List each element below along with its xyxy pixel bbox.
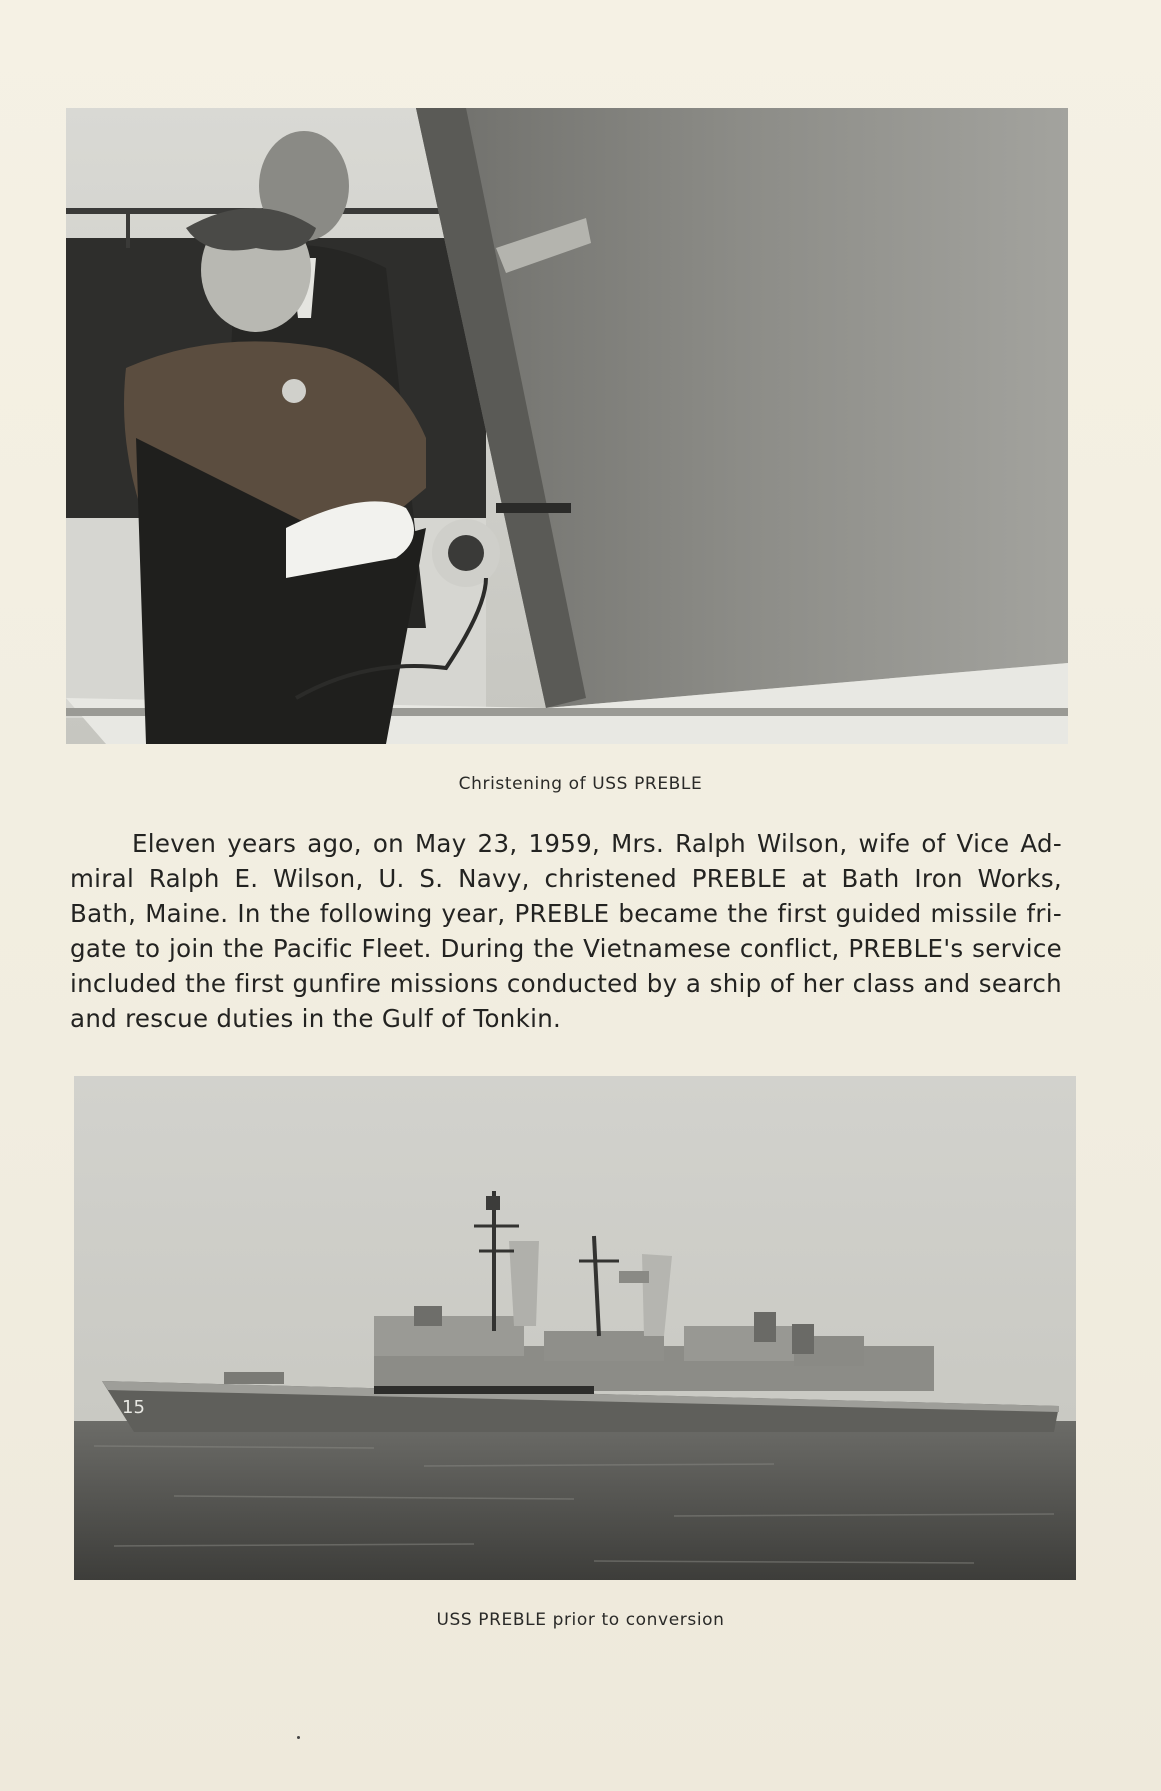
body-paragraph (70, 826, 1062, 1036)
body-line: included the first gunfire missions conducted by a ship of her class and search (70, 969, 1062, 998)
ship-caption: USS PREBLE prior to conversion (436, 1610, 725, 1630)
christening-caption: Christening of USS PREBLE (458, 774, 703, 794)
body-line: Bath, Maine. In the following year, PREBLE became the first guided missile fri- (70, 899, 1062, 928)
hull-number: 15 (122, 1397, 145, 1418)
ship-photo (74, 1076, 1076, 1580)
body-line: and rescue duties in the Gulf of Tonkin. (70, 1004, 562, 1033)
body-line: Eleven years ago, on May 23, 1959, Mrs. Ralph Wilson, wife of Vice Ad- (132, 829, 1062, 858)
christening-illustration (66, 108, 1068, 744)
page-mark (297, 1736, 300, 1739)
body-line: miral Ralph E. Wilson, U. S. Navy, christened PREBLE at Bath Iron Works, (70, 864, 1062, 893)
ship-illustration (74, 1076, 1076, 1580)
body-line: gate to join the Pacific Fleet. During the Vietnamese conflict, PREBLE's service (70, 934, 1062, 963)
christening-photo (66, 108, 1068, 744)
